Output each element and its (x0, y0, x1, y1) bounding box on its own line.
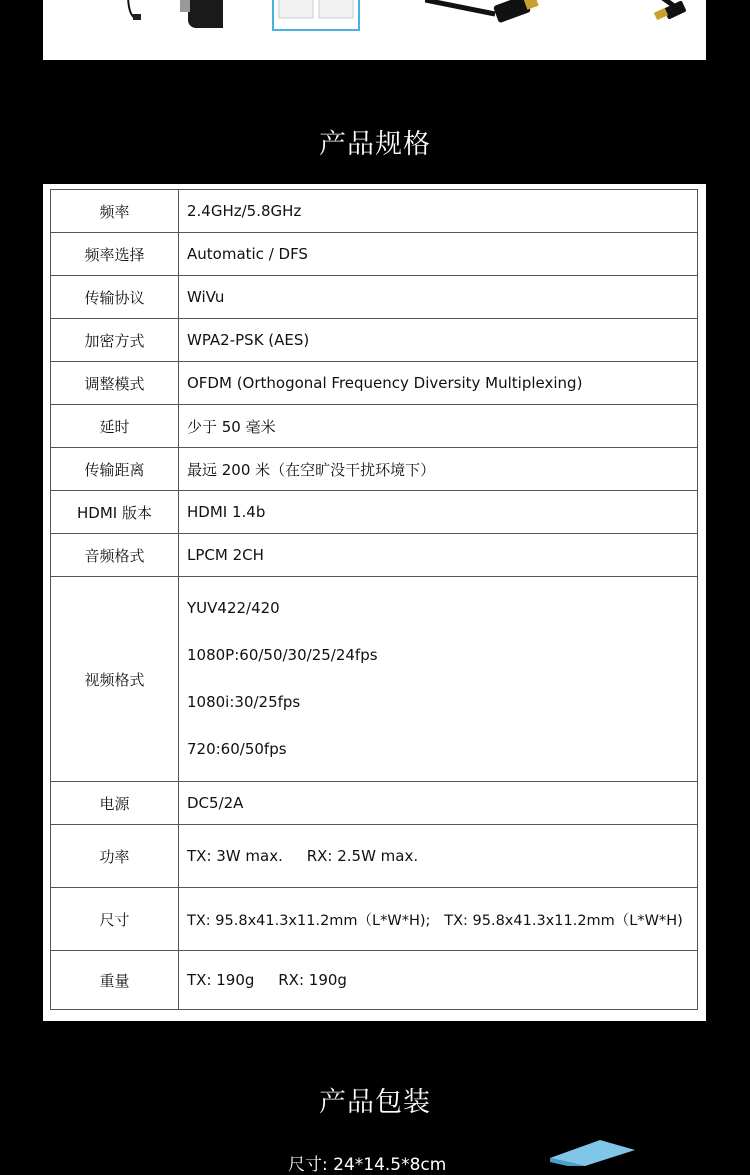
hdmi-cable-image (425, 0, 545, 30)
spec-label: 音频格式 (51, 534, 179, 577)
spec-value: WPA2-PSK (AES) (179, 319, 698, 362)
spec-value: 2.4GHz/5.8GHz (179, 190, 698, 233)
spec-label: 尺寸 (51, 888, 179, 951)
spec-label: 加密方式 (51, 319, 179, 362)
spec-value: WiVu (179, 276, 698, 319)
spec-value: TX: 190g RX: 190g (179, 951, 698, 1010)
product-accessories-strip (43, 0, 706, 60)
spec-label: 调整模式 (51, 362, 179, 405)
mini-hdmi-adapter-image (607, 0, 697, 28)
table-row (51, 233, 698, 276)
spec-label: 视频格式 (51, 577, 179, 782)
spec-label: 传输协议 (51, 276, 179, 319)
table-row (51, 190, 698, 233)
spec-value-list (179, 577, 698, 782)
power-adapter-image (83, 0, 223, 34)
spec-value: LPCM 2CH (179, 534, 698, 577)
spec-table-panel (43, 184, 706, 1021)
spec-value: HDMI 1.4b (179, 491, 698, 534)
spec-label: 功率 (51, 825, 179, 888)
spec-label: 延时 (51, 405, 179, 448)
table-row (51, 276, 698, 319)
spec-label: HDMI 版本 (51, 491, 179, 534)
spec-value: 少于 50 毫米 (179, 405, 698, 448)
video-format-item: 1080P:60/50/30/25/24fps (187, 646, 378, 664)
package-section-title: 产品包装 (319, 1087, 431, 1118)
spec-value: DC5/2A (179, 782, 698, 825)
specs-section-title: 产品规格 (319, 129, 431, 160)
table-row (51, 577, 698, 782)
spec-label: 频率 (51, 190, 179, 233)
table-row (51, 448, 698, 491)
package-box-image (540, 1136, 640, 1166)
table-row (51, 534, 698, 577)
table-row (51, 491, 698, 534)
spec-label: 传输距离 (51, 448, 179, 491)
table-row (51, 319, 698, 362)
table-row (51, 362, 698, 405)
video-format-item: 720:60/50fps (187, 740, 287, 758)
table-row (51, 405, 698, 448)
spec-value: OFDM (Orthogonal Frequency Diversity Multiplexing) (179, 362, 698, 405)
video-format-item: YUV422/420 (187, 599, 280, 617)
spec-label: 电源 (51, 782, 179, 825)
spec-label: 重量 (51, 951, 179, 1010)
spec-value: TX: 95.8x41.3x11.2mm（L*W*H); TX: 95.8x41.3x11.2mm（L*W*H) (179, 888, 698, 951)
table-row (51, 782, 698, 825)
spec-value: TX: 3W max. RX: 2.5W max. (179, 825, 698, 888)
package-size-text: 尺寸: 24*14.5*8cm (288, 1155, 447, 1175)
table-row (51, 951, 698, 1010)
spec-label: 频率选择 (51, 233, 179, 276)
manual-image (271, 0, 361, 34)
spec-value: Automatic / DFS (179, 233, 698, 276)
spec-value: 最远 200 米（在空旷没干扰环境下） (179, 448, 698, 491)
video-format-item: 1080i:30/25fps (187, 693, 301, 711)
table-row (51, 888, 698, 951)
spec-table (50, 189, 698, 1010)
table-row (51, 825, 698, 888)
